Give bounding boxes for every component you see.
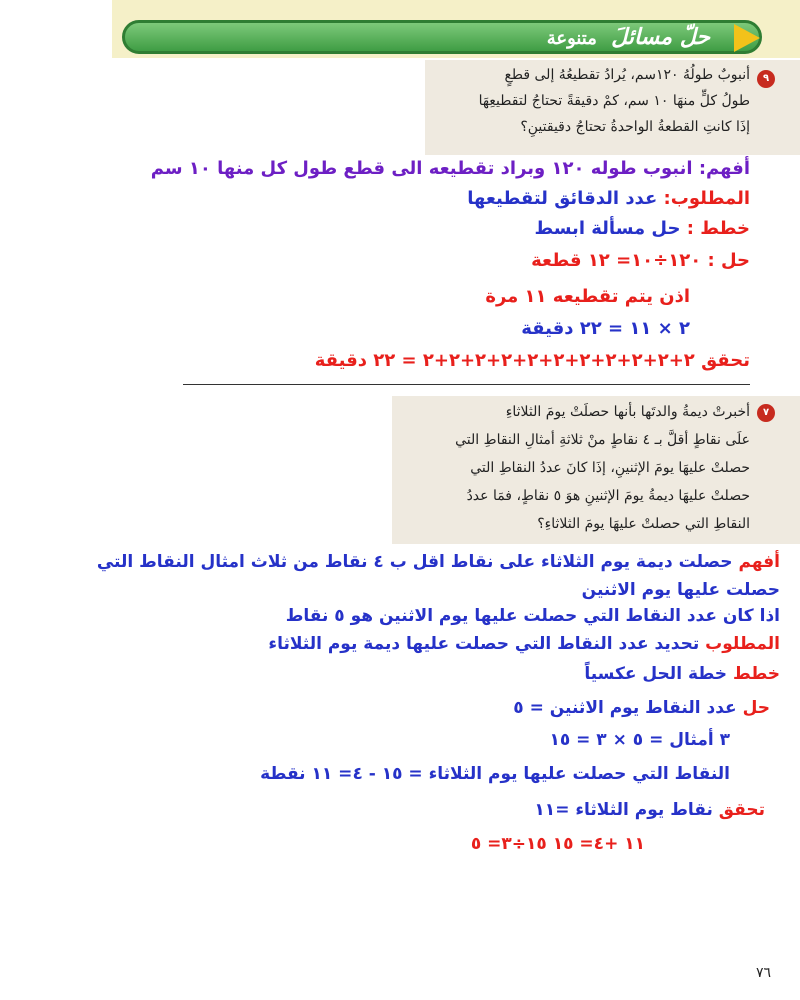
- solution-9-solve: [531, 250, 750, 271]
- plan-label: خطط :: [686, 218, 750, 239]
- problem-7-line: أخبرتْ ديمةُ والدتَها بأنها حصلَتْ يومَ الثلاثاءِ: [505, 404, 750, 420]
- problem-7-line: حصلتْ عليهَا ديمةُ يومَ الإثنينِ هوَ ٥ نقاطٍ، فمَا عددُ: [466, 488, 750, 504]
- problem-7-text: [390, 398, 750, 538]
- solution-7-plan: [584, 664, 780, 684]
- section-title: [547, 24, 710, 50]
- solution-7-required: [268, 634, 780, 654]
- required-label: المطلوب:: [663, 188, 750, 209]
- check-label: تحقق: [701, 350, 750, 371]
- problem-7-line: النقاطِ التي حصلتْ عليهَا يومَ الثلاثاءِ؟: [537, 516, 750, 532]
- solution-9-understand: [151, 158, 750, 179]
- section-title-rest: متنوعة: [546, 28, 597, 49]
- solve-label: حل :: [707, 250, 750, 271]
- solution-9-required: [467, 188, 750, 209]
- solution-9-multiplication: ٢ × ١١ = ٢٢ دقيقة: [521, 318, 690, 339]
- solve-text: عدد النقاط يوم الاثنين = ٥: [513, 698, 737, 718]
- section-title-fancy: حلّ مسائلَ: [611, 24, 710, 50]
- solution-9-cuts: اذن يتم تقطيعه ١١ مرة: [485, 286, 690, 307]
- solution-7-triple: ٣ أمثال = ٥ × ٣ = ١٥: [549, 730, 730, 750]
- solution-7-understand-line3: اذا كان عدد النقاط التي حصلت عليها يوم الاثنين هو ٥ نقاط: [285, 606, 780, 626]
- understand-text: حصلت ديمة يوم الثلاثاء على نقاط اقل ب ٤ نقاط من ثلاث امثال النقاط التي: [96, 552, 733, 572]
- understand-label: أفهم: [738, 552, 780, 572]
- understand-label: أفهم:: [698, 158, 750, 179]
- solution-7-understand: [97, 552, 780, 572]
- page-number: ٧٦: [756, 965, 772, 981]
- understand-text: انبوب طوله ١٢٠ وبراد تقطيعه الى قطع طول كل منها ١٠ سم: [150, 158, 693, 179]
- plan-label: خطط: [732, 664, 780, 684]
- check-label: تحقق: [718, 800, 765, 820]
- solution-7-solve: [513, 698, 770, 718]
- problem-9-number: ٩: [757, 70, 775, 88]
- problem-7-line: حصلتْ عليهَا يومَ الإثنينِ، إذَا كانَ عددُ النقاطِ التي: [470, 460, 750, 476]
- problem-9-text: [420, 62, 750, 140]
- solution-9-check: [315, 350, 750, 371]
- solution-9-plan: [534, 218, 750, 239]
- problem-7-line: علَى نقاطٍ أقلَّ بـ ٤ نقاطٍ منْ ثلاثةِ أمثالِ النقاطِ التي: [455, 432, 750, 448]
- solve-label: حل: [742, 698, 770, 718]
- plan-text: حل مسألة ابسط: [534, 218, 681, 239]
- solution-7-understand-line2: حصلت عليها يوم الاثنين: [581, 580, 780, 600]
- problem-7-number: ٧: [757, 404, 775, 422]
- solution-7-check: [534, 800, 765, 820]
- check-text: نقاط يوم الثلاثاء =١١: [534, 800, 713, 820]
- required-text: عدد الدقائق لتقطيعها: [467, 188, 658, 209]
- required-text: تحديد عدد النقاط التي حصلت عليها ديمة يوم الثلاثاء: [268, 634, 700, 654]
- solution-7-tuesday: النقاط التي حصلت عليها يوم الثلاثاء = ١٥ - ٤= ١١ نقطة: [260, 764, 730, 784]
- required-label: المطلوب: [705, 634, 780, 654]
- problem-9-line: طولُ كلٍّ منهَا ١٠ سم، كمْ دقيقةً تحتاجُ لتقطيعِهَا: [478, 93, 750, 109]
- solution-7-verify: ١١ +٤= ١٥ ١٥÷٣= ٥: [470, 834, 645, 854]
- check-text: ٢+٢+٢+٢+٢+٢+٢+٢+٢+٢+٢ = ٢٢ دقيقة: [314, 350, 695, 371]
- section-divider: [183, 384, 750, 385]
- problem-9-line: أنبوبٌ طولُهُ ١٢٠سم، يُرادُ تقطيعُهُ إلى قطعٍ: [504, 67, 750, 83]
- plan-text: خطة الحل عكسياً: [584, 664, 728, 684]
- arrow-icon: [734, 24, 760, 52]
- problem-9-line: إذَا كانتِ القطعةُ الواحدةُ تحتاجُ دقيقتينِ؟: [520, 119, 750, 135]
- solve-text: ١٢٠÷١٠= ١٢ قطعة: [531, 250, 702, 271]
